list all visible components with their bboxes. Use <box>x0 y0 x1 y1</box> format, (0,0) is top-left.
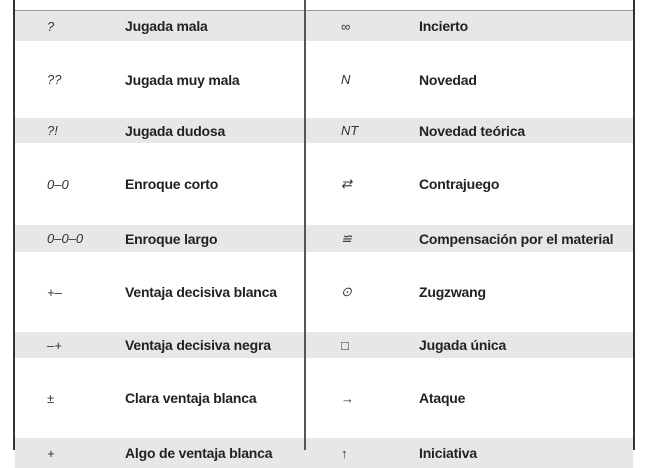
symbol-left: –+ <box>47 337 62 353</box>
symbol-right: ↑ <box>341 445 348 461</box>
meaning-right: Contrajuego <box>419 176 500 192</box>
table-row <box>15 143 633 225</box>
meaning-right: Novedad teórica <box>419 122 525 139</box>
meaning-right: Zugzwang <box>419 284 486 300</box>
symbol-left: +– <box>47 284 62 300</box>
table-row <box>15 332 633 358</box>
meaning-left: Jugada muy mala <box>125 71 240 88</box>
meaning-left: Jugada mala <box>125 18 208 34</box>
meaning-left: Enroque corto <box>125 176 219 192</box>
table-row <box>15 118 633 143</box>
symbol-left: ? <box>47 18 55 34</box>
symbol-left: ± <box>47 390 55 406</box>
symbol-right: ≌ <box>341 230 352 246</box>
meaning-right: Jugada única <box>419 337 507 353</box>
table-row <box>15 11 633 41</box>
meaning-right: Compensación por el material <box>419 230 614 247</box>
meaning-right: Iniciativa <box>419 445 477 461</box>
symbol-right: N <box>341 72 351 87</box>
table-body <box>15 11 633 468</box>
symbol-table <box>13 0 635 461</box>
symbol-left: 0–0 <box>47 176 69 192</box>
meaning-right: Ataque <box>419 390 466 406</box>
meaning-left: Enroque largo <box>125 230 218 247</box>
symbol-right: ⊙ <box>341 284 352 299</box>
column-divider <box>304 0 306 450</box>
meaning-left: Ventaja decisiva negra <box>125 337 271 353</box>
symbol-right: → <box>341 390 354 406</box>
table-row <box>15 41 633 118</box>
symbol-right: □ <box>341 337 349 353</box>
meaning-left: Clara ventaja blanca <box>125 390 257 406</box>
meaning-left: Algo de ventaja blanca <box>125 445 273 461</box>
meaning-right: Novedad <box>419 71 477 88</box>
symbol-right: ∞ <box>341 18 351 34</box>
table-row <box>15 225 633 252</box>
table-row <box>15 438 633 468</box>
meaning-left: Ventaja decisiva blanca <box>125 284 277 300</box>
meaning-right: Incierto <box>419 18 468 34</box>
symbol-right: NT <box>341 123 359 138</box>
symbol-left: + <box>47 445 55 461</box>
symbol-left: ?? <box>47 72 62 87</box>
symbol-left: 0–0–0 <box>47 231 84 246</box>
symbol-right: ⇄ <box>341 176 352 191</box>
table-row <box>15 358 633 438</box>
table-row <box>15 252 633 332</box>
meaning-left: Jugada dudosa <box>125 122 226 139</box>
symbol-left: ?! <box>47 123 58 138</box>
